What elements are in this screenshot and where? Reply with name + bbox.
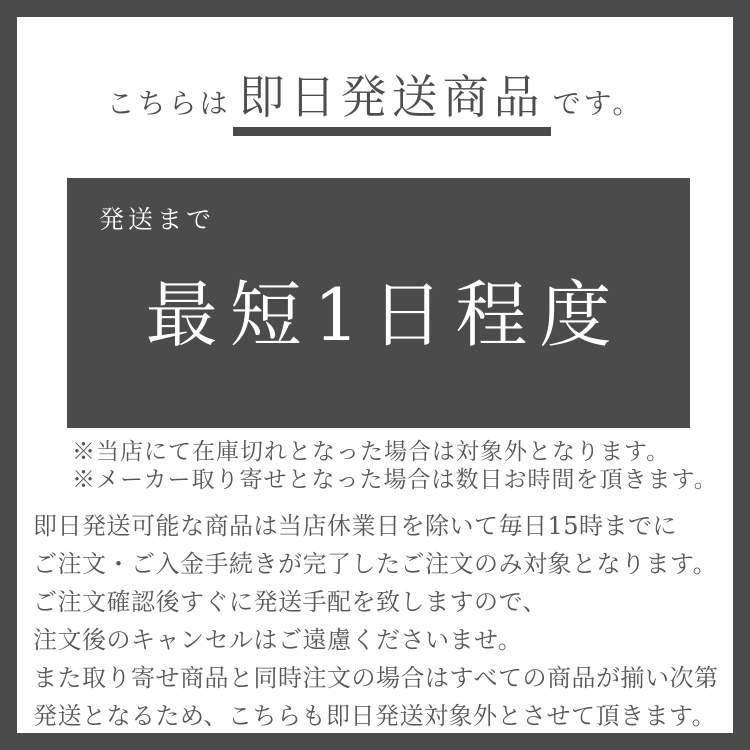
note-line: ※当店にて在庫切れとなった場合は対象外となります。 xyxy=(72,439,671,465)
title-prefix: こちらは xyxy=(106,87,231,120)
shipping-time-box xyxy=(67,178,690,428)
shipping-time-label: 発送まで xyxy=(99,205,216,234)
exception-notes xyxy=(72,438,718,494)
body-line: 発送となるため、こちらも即日発送対象外とさせて頂きます。 xyxy=(33,702,717,730)
note-line: ※メーカー取り寄せとなった場合は数日お時間を頂きます。 xyxy=(72,467,718,493)
body-line: ご注文確認後すぐに発送手配を致しますので、 xyxy=(33,588,548,616)
shipping-time-value: 最短1日程度 xyxy=(145,272,624,357)
body-line: 注文後のキャンセルはご遠慮くださいませ。 xyxy=(33,626,523,654)
body-line: ご注文・ご入金手続きが完了したご注文のみ対象となります。 xyxy=(33,550,718,578)
body-line: また取り寄せ商品と同時注文の場合はすべての商品が揃い次第 xyxy=(33,664,719,692)
title-highlight: 即日発送商品 xyxy=(233,71,551,136)
title-suffix: です。 xyxy=(552,87,644,120)
page-title xyxy=(17,71,733,136)
body-line: 即日発送可能な商品は当店休業日を除いて毎日15時までに xyxy=(33,512,678,540)
shipping-policy-text xyxy=(33,507,719,735)
